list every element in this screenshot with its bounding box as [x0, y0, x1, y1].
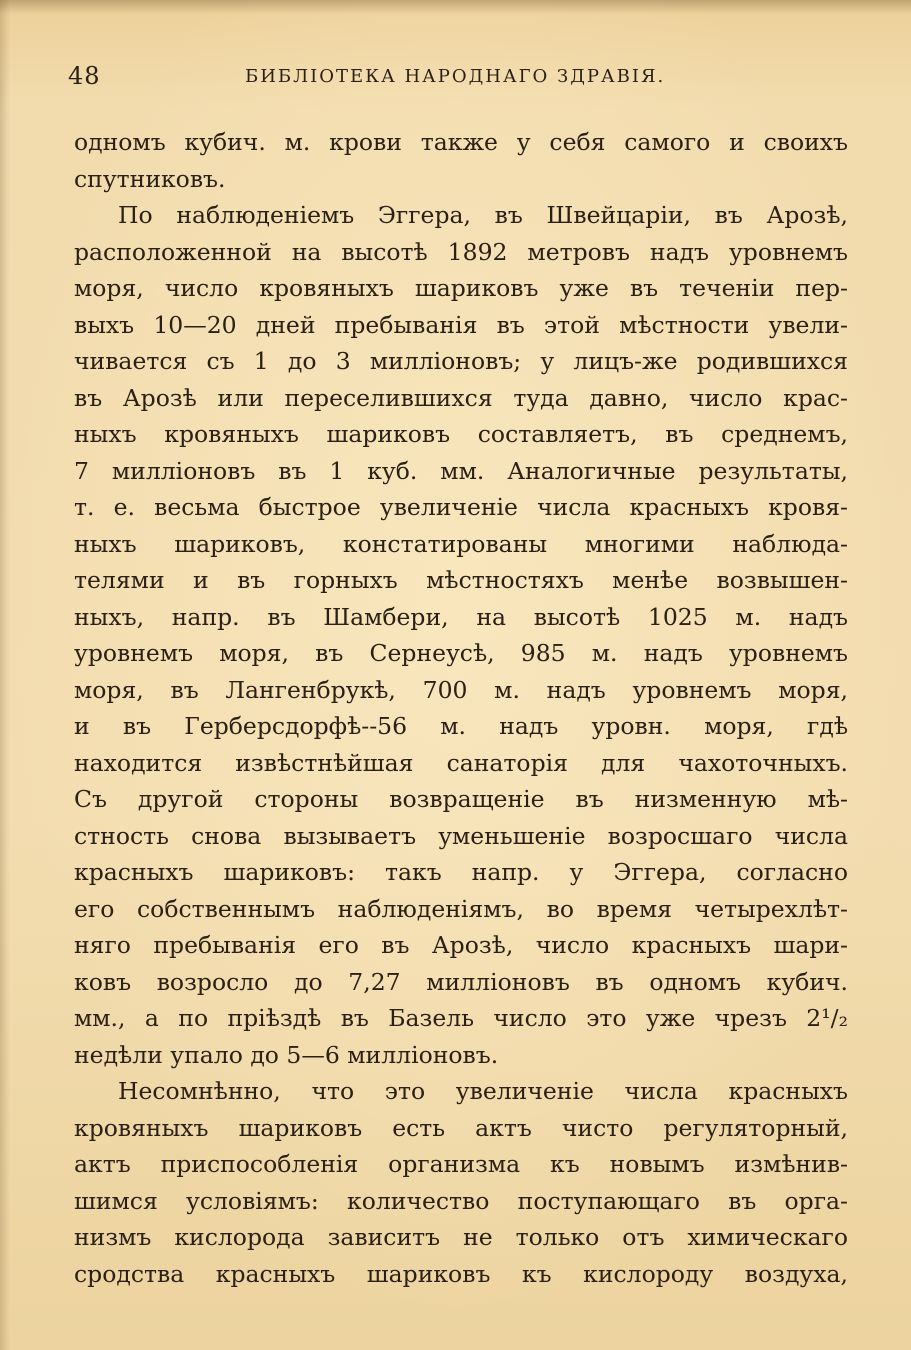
running-head: БИБЛІОТЕКА НАРОДНАГО ЗДРАВІЯ. — [245, 66, 666, 87]
text-line: моря, въ Лангенбрукѣ, 700 м. надъ уровнемъ моря, — [74, 675, 848, 704]
text-line: его собственнымъ наблюденіямъ, во время четырехлѣт- — [74, 894, 848, 923]
text-line: няго пребыванія его въ Арозѣ, число красныхъ шари- — [74, 931, 848, 959]
text-line: стность снова вызываетъ уменьшеніе возросшаго числа — [74, 821, 848, 850]
text-line: кровяныхъ шариковъ есть актъ чисто регуляторный, — [74, 1113, 848, 1142]
page-header — [0, 56, 911, 96]
text-line: въ Арозѣ или переселившихся туда давно, число крас- — [74, 383, 848, 412]
page-top-shadow — [0, 0, 911, 14]
text-line: телями и въ горныхъ мѣстностяхъ менѣе возвышен- — [74, 566, 848, 594]
text-line: ныхъ кровяныхъ шариковъ составляетъ, въ среднемъ, — [74, 420, 848, 448]
text-line: ковъ возросло до 7,27 милліоновъ въ одномъ кубич. — [74, 967, 848, 996]
text-line: красныхъ шариковъ: такъ напр. у Эггера, согласно — [74, 858, 848, 886]
text-line: находится извѣстнѣйшая санаторія для чахоточныхъ. — [74, 748, 848, 777]
paragraph-start-line: Несомнѣнно, что это увеличеніе числа красныхъ — [118, 1077, 848, 1105]
text-line: спутниковъ. — [74, 164, 226, 193]
text-line: расположенной на высотѣ 1892 метровъ надъ уровнемъ — [74, 237, 848, 266]
text-line: низмъ кислорода зависитъ не только отъ химическаго — [74, 1223, 848, 1251]
body-text — [74, 124, 848, 1292]
text-line: уровнемъ моря, въ Сернеусѣ, 985 м. надъ уровнемъ — [74, 639, 848, 667]
text-line: т. е. весьма быстрое увеличеніе числа красныхъ кровя- — [74, 493, 848, 521]
text-line: 7 милліоновъ въ 1 куб. мм. Аналогичные результаты, — [74, 456, 848, 485]
page-number: 48 — [68, 62, 101, 90]
text-line: и въ Герберсдорфѣ--56 м. надъ уровн. моря, гдѣ — [74, 712, 848, 740]
page-left-shadow — [0, 0, 10, 1350]
text-line: ныхъ, напр. въ Шамбери, на высотѣ 1025 м. надъ — [74, 602, 848, 631]
text-line: шимся условіямъ: количество поступающаго въ орга- — [74, 1186, 848, 1215]
text-line: недѣли упало до 5—6 милліоновъ. — [74, 1040, 499, 1069]
text-line: сродства красныхъ шариковъ къ кислороду воздуха, — [74, 1259, 848, 1288]
text-line: чивается съ 1 до 3 милліоновъ; у лицъ-же родившихся — [74, 347, 848, 375]
text-line: актъ приспособленія организма къ новымъ измѣнив- — [74, 1150, 848, 1178]
text-line: одномъ кубич. м. крови также у себя самого и своихъ — [74, 128, 848, 156]
text-line: моря, число кровяныхъ шариковъ уже въ теченіи пер- — [74, 274, 848, 302]
text-line: Съ другой стороны возвращеніе въ низменную мѣ- — [74, 785, 848, 813]
text-line: выхъ 10—20 дней пребыванія въ этой мѣстности увели- — [74, 310, 848, 339]
text-line: ныхъ шариковъ, констатированы многими наблюда- — [74, 529, 848, 558]
paragraph-start-line: По наблюденіемъ Эггера, въ Швейцаріи, въ Арозѣ, — [118, 201, 848, 229]
text-line: мм., а по пріѣздѣ въ Базель число это уже чрезъ 2¹/₂ — [74, 1004, 848, 1032]
